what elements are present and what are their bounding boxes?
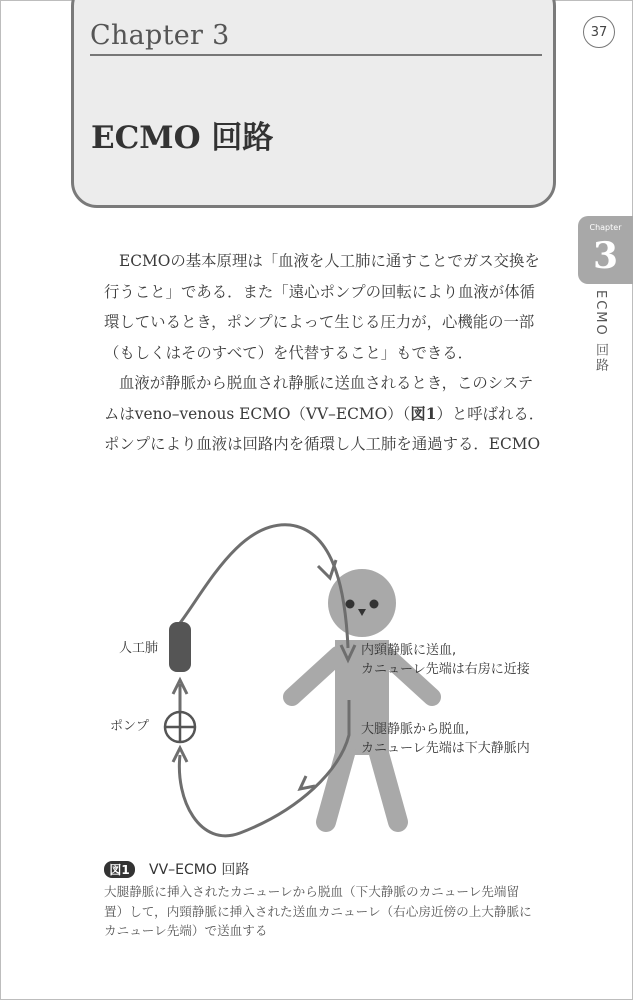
oxygenator-label: 人工肺 (119, 641, 159, 656)
patient-eye (346, 600, 355, 609)
body-line: 行うこと」である．また「遠心ポンプの回転により血液が体循 (104, 282, 535, 301)
side-vertical-title: ECMO 回路 (593, 290, 608, 373)
body-line: 血液が静脈から脱血され静脈に送血されるとき，このシステ (119, 374, 534, 392)
return-line (180, 525, 348, 648)
oxygenator-icon (169, 622, 191, 672)
figure-reference: 図1 (410, 404, 437, 423)
flow-arrow (300, 776, 315, 789)
drainage-cannula-label: 大腿静脈から脱血, カニューレ先端は下大静脈内 (361, 722, 530, 756)
figure-caption-badge: 図1 (104, 861, 135, 878)
caption-line: 大腿静脈に挿入されたカニューレから脱血（下大静脈のカニューレ先端留 (104, 884, 520, 899)
pump-label: ポンプ (110, 719, 150, 734)
figure-caption-title: VV–ECMO 回路 (149, 862, 250, 878)
body-line: ポンプにより血液は回路内を循環し人工肺を通過する．ECMO (104, 435, 541, 453)
page-title: ECMO 回路 (91, 120, 274, 156)
body-line: 環しているとき，ポンプによって生じる圧力が，心機能の一部 (104, 313, 535, 331)
return-cannula-label: 内頸静脈に送血, カニューレ先端は右房に近接 (361, 643, 530, 677)
body-line: （もしくはそのすべて）を代替すること」もできる． (104, 343, 474, 362)
side-tab-number: 3 (592, 235, 619, 277)
side-tab-label: Chapter (589, 223, 622, 232)
chapter-number: 3 (212, 20, 230, 51)
body-line: ムはveno–venous ECMO（VV–ECMO）（図1）と呼ばれる． (104, 404, 545, 423)
patient-figure (292, 569, 432, 822)
body-line: ECMOの基本原理は「血液を人工肺に通すことでガス交換を (119, 252, 540, 270)
caption-line: カニューレ先端）で送血する (104, 923, 268, 938)
patient-eye (370, 600, 379, 609)
patient-leg (378, 750, 398, 822)
pump-icon (165, 712, 195, 742)
patient-arm (292, 655, 338, 697)
chapter-label: Chapter 3 (90, 20, 230, 51)
caption-line: 置）して，内頸静脈に挿入された送血カニューレ（右心房近傍の上大静脈に (104, 903, 532, 919)
figure-caption-body (104, 882, 574, 941)
page-number: 37 (583, 16, 615, 48)
